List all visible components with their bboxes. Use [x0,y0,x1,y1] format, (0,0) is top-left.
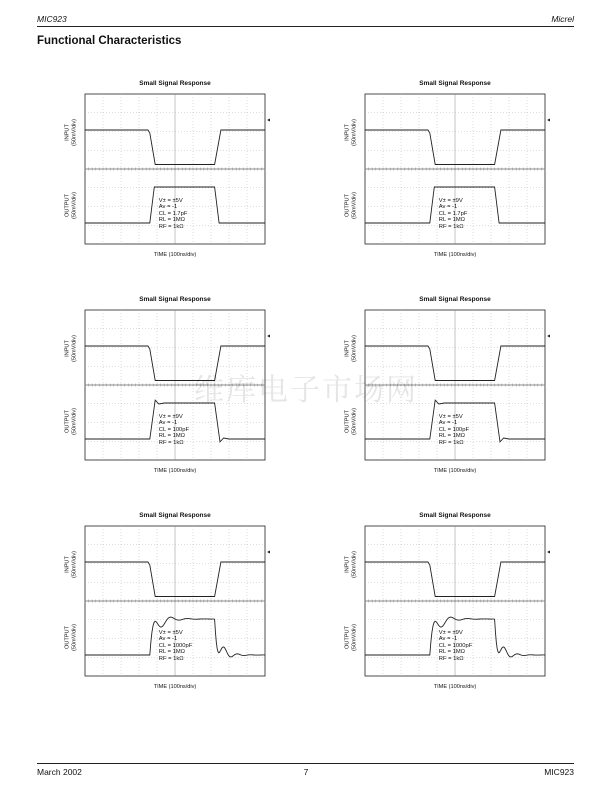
condition-line: RF = 1kΩ [158,655,184,662]
condition-line: CL = 100pF [158,426,190,433]
y-axis-label-output: OUTPUT (50mV/div) [64,623,77,652]
y-axis-label-output: OUTPUT (50mV/div) [64,407,77,436]
test-conditions [439,414,469,447]
y-axis-label-input: INPUT (50mV/div) [64,550,77,578]
section-title: Functional Characteristics [37,35,182,47]
condition-line: RF = 1kΩ [438,655,464,662]
condition-line: CL = 100pF [438,426,470,433]
plot-title: Small Signal Response [139,80,211,87]
condition-line: RF = 1kΩ [158,223,184,230]
condition-line: CL = 1.7pF [438,210,468,217]
y-axis-label-input: INPUT (50mV/div) [64,118,77,146]
condition-line: V± = ±9V [438,629,463,636]
plot-title: Small Signal Response [419,296,491,303]
condition-line: Av = -1 [158,636,178,643]
condition-line: CL = 1.7pF [158,210,188,217]
condition-line: RL = 1MΩ [438,649,465,656]
footer-date: March 2002 [37,767,82,777]
condition-line: RL = 1MΩ [158,217,185,224]
footer-rule [37,763,574,764]
condition-line: V± = ±5V [158,629,183,636]
test-conditions [439,630,472,663]
header-rule [37,26,574,27]
x-axis-label: TIME (100ns/div) [433,468,477,474]
scope-plot-5 [37,512,267,697]
y-axis-label-output: OUTPUT (50mV/div) [344,623,357,652]
trigger-marker-icon [267,335,270,338]
condition-line: Av = -1 [158,204,178,211]
plot-title: Small Signal Response [419,80,491,87]
x-axis-label: TIME (100ns/div) [153,468,197,474]
test-conditions [159,414,189,447]
scope-plot-4 [317,296,547,481]
condition-line: V± = ±5V [438,413,463,420]
condition-line: RF = 1kΩ [438,223,464,230]
condition-line: Av = -1 [158,420,178,427]
condition-line: Av = -1 [438,204,458,211]
scope-plot-3 [37,296,267,481]
condition-line: CL = 1000pF [158,642,193,649]
watermark: 维库电子市场网 [194,373,418,408]
test-conditions [159,198,188,231]
scope-plot-1 [37,80,267,265]
plot-title: Small Signal Response [139,296,211,303]
trigger-marker-icon [267,551,270,554]
condition-line: RL = 1MΩ [438,217,465,224]
test-conditions [159,630,192,663]
x-axis-label: TIME (100ns/div) [433,252,477,258]
test-conditions [439,198,468,231]
condition-line: V± = ±5V [158,197,183,204]
x-axis-label: TIME (100ns/div) [153,252,197,258]
trigger-marker-icon [547,335,550,338]
x-axis-label: TIME (100ns/div) [433,684,477,690]
trigger-marker-icon [547,119,550,122]
y-axis-label-output: OUTPUT (50mV/div) [344,407,357,436]
y-axis-label-input: INPUT (50mV/div) [344,118,357,146]
y-axis-label-input: INPUT (50mV/div) [64,334,77,362]
plot-title: Small Signal Response [419,512,491,519]
y-axis-label-input: INPUT (50mV/div) [344,550,357,578]
condition-line: CL = 1000pF [438,642,473,649]
condition-line: RL = 1MΩ [438,433,465,440]
condition-line: RL = 1MΩ [158,649,185,656]
condition-line: RL = 1MΩ [158,433,185,440]
footer-page-number: 7 [303,767,309,777]
condition-line: Av = -1 [438,636,458,643]
condition-line: V± = ±9V [438,197,463,204]
scope-plot-6 [317,512,547,697]
y-axis-label-output: OUTPUT (50mV/div) [64,191,77,220]
condition-line: Av = -1 [438,420,458,427]
trigger-marker-icon [547,551,550,554]
trigger-marker-icon [267,119,270,122]
footer-part-number: MIC923 [544,767,574,777]
y-axis-label-input: INPUT (50mV/div) [344,334,357,362]
plot-title: Small Signal Response [139,512,211,519]
condition-line: RF = 1kΩ [438,439,464,446]
x-axis-label: TIME (100ns/div) [153,684,197,690]
header-part-number: MIC923 [37,14,67,24]
header-company: Micrel [551,14,574,24]
y-axis-label-output: OUTPUT (50mV/div) [344,191,357,220]
condition-line: RF = 1kΩ [158,439,184,446]
condition-line: V± = ±9V [158,413,183,420]
scope-plot-2 [317,80,547,265]
